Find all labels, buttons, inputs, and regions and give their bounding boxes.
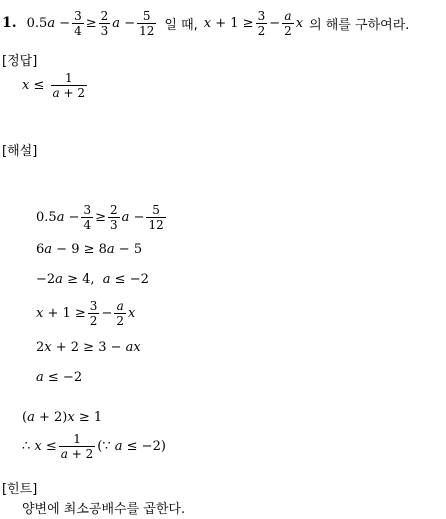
fraction: $\frac{2}{3}$ — [100, 8, 109, 38]
problem-text-solve: 의 해를 구하여라. — [309, 17, 410, 33]
conclusion-line-1: (a + 2)x ≥ 1 — [22, 409, 103, 425]
hint-label: [힌트] — [2, 482, 38, 497]
problem-text-when: 일 때, — [164, 17, 198, 33]
conclusion — [22, 406, 166, 464]
fraction: $\frac{2}{3}$ — [110, 202, 118, 232]
fraction: $\frac{3}{2}$ — [89, 298, 98, 328]
fraction: $\frac{3}{4}$ — [83, 202, 92, 232]
step-3: −2a ≥ 4, a ≤ −2 — [36, 271, 149, 287]
fraction: $\frac{1}{a + 2}$ — [60, 431, 94, 461]
hint-text: 양변에 최소공배수를 곱한다. — [22, 502, 186, 517]
fraction: $\frac{3}{4}$ — [74, 8, 82, 38]
explanation-label: [해설] — [2, 144, 38, 159]
fraction: $\frac{1}{a + 2}$ — [52, 70, 85, 100]
step-5: 2x + 2 ≥ 3 − ax — [36, 339, 141, 355]
fraction: $\frac{a}{2}$ — [116, 298, 124, 328]
fraction: $\frac{5}{12}$ — [148, 202, 164, 232]
fraction: $\frac{3}{2}$ — [257, 8, 266, 38]
inequality-2: x + 1 ≥ — [203, 15, 254, 31]
problem-line: 1. 0.5a − $\frac{3}{4}$ ≥ $\frac{2}{3}$ a − $\frac{5}{12}$ 일 때, x + 1 ≥ $\frac{3}{2}$ − $\frac{a}{2}$ x 의 해를 구하여라. — [2, 8, 410, 38]
step-2: 6a − 9 ≥ 8a − 5 — [36, 241, 143, 257]
step-6: a ≤ −2 — [36, 369, 83, 385]
answer-formula: x ≤ $\frac{1}{a + 2}$ — [22, 70, 85, 100]
fraction: $\frac{a}{2}$ — [284, 8, 292, 38]
fraction: $\frac{5}{12}$ — [139, 8, 155, 38]
problem-number: 1. — [2, 15, 17, 31]
inequality-1: 0.5a − — [26, 15, 71, 31]
step-4: x + 1 ≥ $\frac{3}{2}$ − $\frac{a}{2}$ x — [36, 298, 136, 328]
explanation-steps — [36, 198, 168, 388]
conclusion-line-2: ∴ x ≤ $\frac{1}{a + 2}$ (∵ a ≤ −2) — [22, 431, 166, 461]
answer-label: [정답] — [2, 54, 38, 69]
step-1: 0.5a − $\frac{3}{4}$ ≥ $\frac{2}{3}$ a − $\frac{5}{12}$ — [36, 202, 164, 232]
